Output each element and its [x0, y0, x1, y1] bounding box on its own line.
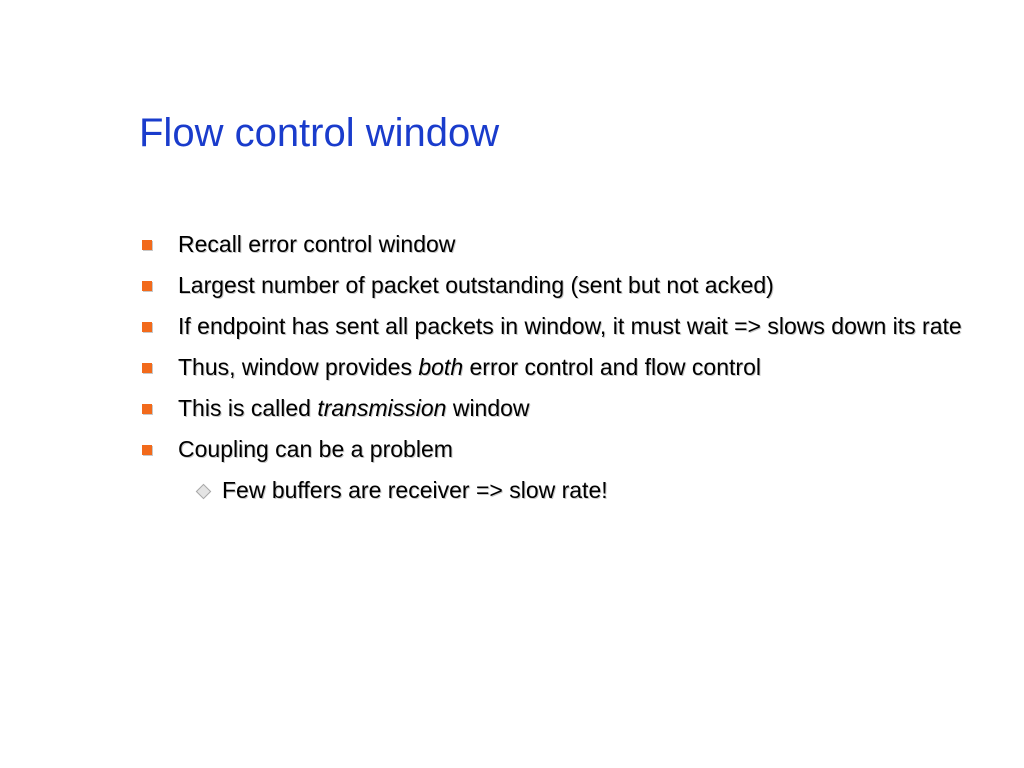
orange-square-bullet-icon — [142, 322, 152, 332]
orange-square-bullet-icon — [142, 281, 152, 291]
bullet-item — [140, 433, 1000, 465]
orange-square-bullet-icon — [142, 404, 152, 414]
bullet-item — [140, 269, 1000, 301]
orange-square-bullet-icon — [142, 240, 152, 250]
bullet-emphasis: transmission — [317, 395, 447, 421]
bullet-text — [178, 354, 761, 380]
orange-square-bullet-icon — [142, 445, 152, 455]
bullet-text — [178, 395, 530, 421]
bullet-text-segment: window — [446, 395, 530, 421]
bullet-emphasis: both — [418, 354, 464, 380]
bullet-text-segment: Thus, window provides — [178, 354, 419, 380]
gray-diamond-bullet-icon — [196, 484, 212, 500]
bullet-text: Recall error control window — [178, 231, 456, 257]
bullet-text-segment: This is called — [178, 395, 318, 421]
sub-bullet-item — [184, 474, 1000, 506]
sub-bullet-text: Few buffers are receiver => slow rate! — [222, 477, 608, 503]
bullet-item — [140, 310, 1000, 342]
slide-title: Flow control window — [139, 111, 500, 155]
bullet-list — [140, 228, 1000, 515]
orange-square-bullet-icon — [142, 363, 152, 373]
bullet-item — [140, 351, 1000, 383]
bullet-text: Largest number of packet outstanding (sent but not acked) — [178, 272, 774, 298]
bullet-item — [140, 392, 1000, 424]
bullet-text: Coupling can be a problem — [178, 436, 453, 462]
bullet-item — [140, 228, 1000, 260]
bullet-text-segment: error control and flow control — [463, 354, 761, 380]
bullet-text: If endpoint has sent all packets in window, it must wait => slows down its rate — [178, 313, 962, 339]
